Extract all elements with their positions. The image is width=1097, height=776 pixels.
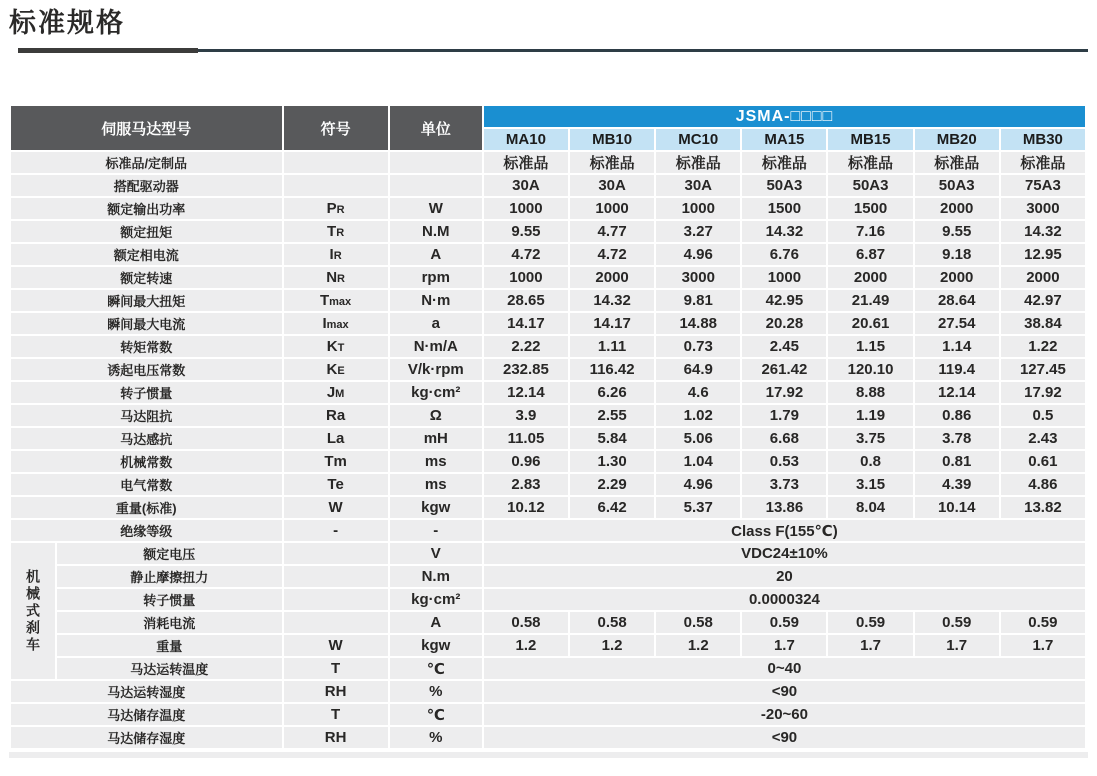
row-label: 静止摩擦扭力 bbox=[57, 566, 281, 587]
value-cell: 13.86 bbox=[742, 497, 826, 518]
value-cell: 4.96 bbox=[656, 474, 740, 495]
value-cell-span: 20 bbox=[484, 566, 1085, 587]
row-label: 额定相电流 bbox=[11, 244, 282, 265]
row-label: 绝缘等级 bbox=[11, 520, 282, 541]
value-cell: 2000 bbox=[570, 267, 654, 288]
value-cell: 4.6 bbox=[656, 382, 740, 403]
symbol-main: K bbox=[326, 361, 338, 379]
value-cell: 5.06 bbox=[656, 428, 740, 449]
unit-cell: ms bbox=[390, 451, 482, 472]
value-cell: 0.86 bbox=[915, 405, 999, 426]
symbol-subscript: E bbox=[337, 365, 345, 378]
symbol-cell bbox=[284, 727, 388, 748]
symbol-cell bbox=[284, 152, 388, 173]
value-cell: 119.4 bbox=[915, 359, 999, 380]
symbol-subscript: R bbox=[333, 250, 342, 263]
value-cell: 0.61 bbox=[1001, 451, 1085, 472]
symbol-subscript: max bbox=[329, 296, 352, 309]
row-label: 转矩常数 bbox=[11, 336, 282, 357]
value-cell: 1000 bbox=[570, 198, 654, 219]
value-cell: 标准品 bbox=[656, 152, 740, 173]
row-label: 转子惯量 bbox=[11, 382, 282, 403]
value-cell: 14.32 bbox=[1001, 221, 1085, 242]
unit-cell: kgw bbox=[390, 635, 482, 656]
value-cell: 1.19 bbox=[828, 405, 912, 426]
value-cell: 3.27 bbox=[656, 221, 740, 242]
table-row bbox=[11, 267, 1085, 288]
symbol-cell bbox=[284, 221, 388, 242]
value-cell: 5.37 bbox=[656, 497, 740, 518]
row-label: 标准品/定制品 bbox=[11, 152, 282, 173]
value-cell: 2000 bbox=[828, 267, 912, 288]
value-cell: 38.84 bbox=[1001, 313, 1085, 334]
value-cell: 116.42 bbox=[570, 359, 654, 380]
table-row bbox=[11, 313, 1085, 334]
unit-cell bbox=[390, 152, 482, 173]
symbol-main: W bbox=[328, 499, 343, 517]
title-underline-thin bbox=[198, 49, 1088, 52]
symbol-subscript: R bbox=[336, 227, 345, 240]
table-row bbox=[11, 175, 1085, 196]
value-cell: 6.68 bbox=[742, 428, 826, 449]
header-unit-col: 单位 bbox=[390, 106, 482, 150]
table-row bbox=[11, 428, 1085, 449]
value-cell: 标准品 bbox=[915, 152, 999, 173]
value-cell-span: <90 bbox=[484, 681, 1085, 702]
unit-cell: mH bbox=[390, 428, 482, 449]
value-cell: 1.7 bbox=[742, 635, 826, 656]
table-row bbox=[11, 658, 1085, 679]
row-label: 诱起电压常数 bbox=[11, 359, 282, 380]
value-cell: 1000 bbox=[484, 267, 568, 288]
value-cell: 2000 bbox=[1001, 267, 1085, 288]
symbol-cell bbox=[284, 359, 388, 380]
row-label: 重量 bbox=[57, 635, 281, 656]
value-cell: 0.73 bbox=[656, 336, 740, 357]
title-block bbox=[0, 0, 1097, 54]
value-cell: 9.81 bbox=[656, 290, 740, 311]
symbol-cell bbox=[284, 589, 388, 610]
value-cell: 30A bbox=[570, 175, 654, 196]
value-cell: 14.17 bbox=[570, 313, 654, 334]
symbol-main: T bbox=[331, 706, 341, 724]
symbol-cell bbox=[284, 635, 388, 656]
value-cell: 2.43 bbox=[1001, 428, 1085, 449]
value-cell: 42.95 bbox=[742, 290, 826, 311]
row-label: 马达运转温度 bbox=[57, 658, 281, 679]
value-cell: 42.97 bbox=[1001, 290, 1085, 311]
value-cell-span: <90 bbox=[484, 727, 1085, 748]
value-cell: 1.22 bbox=[1001, 336, 1085, 357]
value-cell: 1.15 bbox=[828, 336, 912, 357]
value-cell: 2.55 bbox=[570, 405, 654, 426]
value-cell: 9.55 bbox=[915, 221, 999, 242]
value-cell: 127.45 bbox=[1001, 359, 1085, 380]
table-row bbox=[11, 635, 1085, 656]
symbol-cell bbox=[284, 313, 388, 334]
value-cell: 0.58 bbox=[656, 612, 740, 633]
unit-cell: a bbox=[390, 313, 482, 334]
value-cell-span: -20~60 bbox=[484, 704, 1085, 725]
symbol-main: T bbox=[319, 292, 330, 310]
symbol-main: N bbox=[326, 269, 338, 287]
symbol-cell bbox=[284, 290, 388, 311]
unit-cell: A bbox=[390, 244, 482, 265]
unit-cell: N.M bbox=[390, 221, 482, 242]
symbol-subscript: M bbox=[335, 388, 345, 401]
value-cell: 0.96 bbox=[484, 451, 568, 472]
table-row bbox=[11, 221, 1085, 242]
value-cell: 28.65 bbox=[484, 290, 568, 311]
symbol-main: - bbox=[333, 522, 339, 540]
value-cell: 1.02 bbox=[656, 405, 740, 426]
value-cell: 1.14 bbox=[915, 336, 999, 357]
value-cell: 12.14 bbox=[484, 382, 568, 403]
row-label: 马达运转湿度 bbox=[11, 681, 282, 702]
value-cell: 0.59 bbox=[1001, 612, 1085, 633]
value-cell: 1.2 bbox=[656, 635, 740, 656]
value-cell: 232.85 bbox=[484, 359, 568, 380]
value-cell-span: VDC24±10% bbox=[484, 543, 1085, 564]
symbol-main: I bbox=[329, 246, 334, 264]
symbol-cell bbox=[284, 244, 388, 265]
row-label: 瞬间最大电流 bbox=[11, 313, 282, 334]
value-cell: 261.42 bbox=[742, 359, 826, 380]
table-row bbox=[11, 589, 1085, 610]
value-cell: 17.92 bbox=[1001, 382, 1085, 403]
symbol-cell bbox=[284, 336, 388, 357]
unit-cell bbox=[390, 175, 482, 196]
symbol-cell bbox=[284, 704, 388, 725]
value-cell: 3.9 bbox=[484, 405, 568, 426]
table-row bbox=[11, 451, 1085, 472]
symbol-cell bbox=[284, 543, 388, 564]
model-col-ma10: MA10 bbox=[484, 129, 568, 150]
value-cell: 28.64 bbox=[915, 290, 999, 311]
table-row bbox=[11, 520, 1085, 541]
row-label: 机械常数 bbox=[11, 451, 282, 472]
symbol-cell bbox=[284, 451, 388, 472]
symbol-cell bbox=[284, 612, 388, 633]
value-cell: 0.8 bbox=[828, 451, 912, 472]
value-cell: 17.92 bbox=[742, 382, 826, 403]
value-cell: 标准品 bbox=[742, 152, 826, 173]
value-cell: 50A3 bbox=[828, 175, 912, 196]
symbol-main: I bbox=[322, 315, 327, 333]
value-cell: 1.7 bbox=[828, 635, 912, 656]
value-cell: 4.72 bbox=[484, 244, 568, 265]
table-row bbox=[11, 382, 1085, 403]
value-cell: 14.17 bbox=[484, 313, 568, 334]
symbol-main: La bbox=[326, 430, 345, 448]
header-series: JSMA-□□□□ bbox=[484, 106, 1085, 127]
value-cell: 3.78 bbox=[915, 428, 999, 449]
symbol-main: Te bbox=[327, 476, 344, 494]
row-label: 额定电压 bbox=[57, 543, 281, 564]
unit-cell: N·m bbox=[390, 290, 482, 311]
symbol-cell bbox=[284, 267, 388, 288]
symbol-cell bbox=[284, 198, 388, 219]
table-row bbox=[11, 198, 1085, 219]
title-underline-thick bbox=[18, 48, 198, 53]
value-cell: 0.58 bbox=[484, 612, 568, 633]
unit-cell: kg·cm² bbox=[390, 382, 482, 403]
brake-group-label: 机械式刹车 bbox=[11, 543, 55, 679]
model-col-mb20: MB20 bbox=[915, 129, 999, 150]
unit-cell: W bbox=[390, 198, 482, 219]
value-cell: 30A bbox=[656, 175, 740, 196]
row-label: 转子惯量 bbox=[57, 589, 281, 610]
value-cell: 10.14 bbox=[915, 497, 999, 518]
unit-cell: N.m bbox=[390, 566, 482, 587]
value-cell: 3000 bbox=[1001, 198, 1085, 219]
value-cell: 1000 bbox=[742, 267, 826, 288]
value-cell: 2.29 bbox=[570, 474, 654, 495]
value-cell: 1.7 bbox=[915, 635, 999, 656]
value-cell: 4.72 bbox=[570, 244, 654, 265]
unit-cell: % bbox=[390, 727, 482, 748]
row-label: 消耗电流 bbox=[57, 612, 281, 633]
symbol-subscript: max bbox=[326, 319, 349, 332]
unit-cell: kg·cm² bbox=[390, 589, 482, 610]
symbol-cell bbox=[284, 658, 388, 679]
table-row bbox=[11, 566, 1085, 587]
value-cell: 2.83 bbox=[484, 474, 568, 495]
header-model-col: 伺服马达型号 bbox=[11, 106, 282, 150]
value-cell: 30A bbox=[484, 175, 568, 196]
unit-cell: Ω bbox=[390, 405, 482, 426]
value-cell: 1.11 bbox=[570, 336, 654, 357]
value-cell: 75A3 bbox=[1001, 175, 1085, 196]
value-cell: 1.2 bbox=[570, 635, 654, 656]
model-col-mb15: MB15 bbox=[828, 129, 912, 150]
value-cell: 3000 bbox=[656, 267, 740, 288]
row-label: 电气常数 bbox=[11, 474, 282, 495]
row-label: 额定输出功率 bbox=[11, 198, 282, 219]
symbol-main: RH bbox=[324, 729, 347, 747]
value-cell: 14.32 bbox=[742, 221, 826, 242]
symbol-cell bbox=[284, 566, 388, 587]
table-row bbox=[11, 727, 1085, 748]
value-cell: 4.96 bbox=[656, 244, 740, 265]
row-label: 额定转速 bbox=[11, 267, 282, 288]
unit-cell: A bbox=[390, 612, 482, 633]
value-cell: 3.73 bbox=[742, 474, 826, 495]
symbol-cell bbox=[284, 497, 388, 518]
row-label: 马达储存温度 bbox=[11, 704, 282, 725]
model-col-mb10: MB10 bbox=[570, 129, 654, 150]
row-label: 马达储存湿度 bbox=[11, 727, 282, 748]
value-cell: 0.58 bbox=[570, 612, 654, 633]
model-col-mc10: MC10 bbox=[656, 129, 740, 150]
unit-cell: kgw bbox=[390, 497, 482, 518]
table-row bbox=[11, 543, 1085, 564]
value-cell: 8.04 bbox=[828, 497, 912, 518]
table-row bbox=[11, 290, 1085, 311]
symbol-cell bbox=[284, 428, 388, 449]
symbol-main: Ra bbox=[326, 407, 346, 425]
symbol-cell bbox=[284, 175, 388, 196]
value-cell: 2000 bbox=[915, 267, 999, 288]
row-label: 马达感抗 bbox=[11, 428, 282, 449]
value-cell: 12.14 bbox=[915, 382, 999, 403]
value-cell: 13.82 bbox=[1001, 497, 1085, 518]
value-cell: 6.76 bbox=[742, 244, 826, 265]
symbol-main: K bbox=[326, 338, 338, 356]
table-row bbox=[11, 152, 1085, 173]
symbol-subscript: R bbox=[336, 204, 345, 217]
unit-cell: ℃ bbox=[390, 704, 482, 725]
value-cell: 27.54 bbox=[915, 313, 999, 334]
symbol-cell bbox=[284, 382, 388, 403]
value-cell: 6.87 bbox=[828, 244, 912, 265]
value-cell: 11.05 bbox=[484, 428, 568, 449]
value-cell: 4.86 bbox=[1001, 474, 1085, 495]
value-cell: 标准品 bbox=[828, 152, 912, 173]
value-cell: 21.49 bbox=[828, 290, 912, 311]
value-cell: 9.55 bbox=[484, 221, 568, 242]
table-row bbox=[11, 612, 1085, 633]
value-cell: 5.84 bbox=[570, 428, 654, 449]
value-cell: 10.12 bbox=[484, 497, 568, 518]
value-cell: 1.04 bbox=[656, 451, 740, 472]
value-cell: 14.32 bbox=[570, 290, 654, 311]
row-label: 额定扭矩 bbox=[11, 221, 282, 242]
row-label: 搭配驱动器 bbox=[11, 175, 282, 196]
value-cell: 1000 bbox=[484, 198, 568, 219]
value-cell: 1.7 bbox=[1001, 635, 1085, 656]
value-cell: 标准品 bbox=[1001, 152, 1085, 173]
unit-cell: % bbox=[390, 681, 482, 702]
row-label: 重量(标准) bbox=[11, 497, 282, 518]
next-row-partial bbox=[9, 752, 1088, 758]
symbol-main: P bbox=[326, 200, 337, 218]
value-cell: 4.39 bbox=[915, 474, 999, 495]
value-cell: 50A3 bbox=[915, 175, 999, 196]
unit-cell: - bbox=[390, 520, 482, 541]
header-symbol-col: 符号 bbox=[284, 106, 388, 150]
value-cell: 50A3 bbox=[742, 175, 826, 196]
value-cell-span: 0.0000324 bbox=[484, 589, 1085, 610]
symbol-main: T bbox=[331, 660, 341, 678]
value-cell: 64.9 bbox=[656, 359, 740, 380]
value-cell: 0.81 bbox=[915, 451, 999, 472]
value-cell: 0.59 bbox=[742, 612, 826, 633]
table-row bbox=[11, 497, 1085, 518]
row-label: 马达阻抗 bbox=[11, 405, 282, 426]
value-cell: 9.18 bbox=[915, 244, 999, 265]
unit-cell: N·m/A bbox=[390, 336, 482, 357]
model-col-ma15: MA15 bbox=[742, 129, 826, 150]
table-row bbox=[11, 704, 1085, 725]
unit-cell: ℃ bbox=[390, 658, 482, 679]
value-cell: 0.59 bbox=[915, 612, 999, 633]
symbol-subscript: R bbox=[337, 273, 345, 286]
symbol-main: J bbox=[326, 384, 336, 402]
header-row-1 bbox=[11, 106, 1085, 127]
value-cell: 1000 bbox=[656, 198, 740, 219]
row-label: 瞬间最大扭矩 bbox=[11, 290, 282, 311]
symbol-main: RH bbox=[324, 683, 347, 701]
unit-cell: ms bbox=[390, 474, 482, 495]
symbol-cell bbox=[284, 520, 388, 541]
value-cell: 20.28 bbox=[742, 313, 826, 334]
symbol-subscript: T bbox=[337, 342, 345, 355]
value-cell: 14.88 bbox=[656, 313, 740, 334]
value-cell: 7.16 bbox=[828, 221, 912, 242]
value-cell: 3.75 bbox=[828, 428, 912, 449]
symbol-cell bbox=[284, 681, 388, 702]
value-cell: 1500 bbox=[742, 198, 826, 219]
table-row bbox=[11, 405, 1085, 426]
value-cell: 3.15 bbox=[828, 474, 912, 495]
value-cell: 0.59 bbox=[828, 612, 912, 633]
table-row bbox=[11, 474, 1085, 495]
value-cell: 2.45 bbox=[742, 336, 826, 357]
value-cell: 120.10 bbox=[828, 359, 912, 380]
value-cell: 8.88 bbox=[828, 382, 912, 403]
value-cell: 1500 bbox=[828, 198, 912, 219]
symbol-main: W bbox=[328, 637, 343, 655]
model-col-mb30: MB30 bbox=[1001, 129, 1085, 150]
spec-table bbox=[9, 104, 1087, 750]
symbol-main: Tm bbox=[324, 453, 347, 471]
table-row bbox=[11, 681, 1085, 702]
value-cell-span: 0~40 bbox=[484, 658, 1085, 679]
value-cell: 2.22 bbox=[484, 336, 568, 357]
table-row bbox=[11, 336, 1085, 357]
value-cell: 12.95 bbox=[1001, 244, 1085, 265]
symbol-cell bbox=[284, 474, 388, 495]
table-row bbox=[11, 244, 1085, 265]
value-cell: 0.53 bbox=[742, 451, 826, 472]
value-cell: 1.2 bbox=[484, 635, 568, 656]
unit-cell: V/k·rpm bbox=[390, 359, 482, 380]
value-cell: 标准品 bbox=[570, 152, 654, 173]
value-cell: 1.79 bbox=[742, 405, 826, 426]
value-cell: 4.77 bbox=[570, 221, 654, 242]
value-cell: 6.42 bbox=[570, 497, 654, 518]
symbol-main: T bbox=[327, 223, 337, 241]
value-cell: 0.5 bbox=[1001, 405, 1085, 426]
value-cell: 标准品 bbox=[484, 152, 568, 173]
symbol-cell bbox=[284, 405, 388, 426]
table-row bbox=[11, 359, 1085, 380]
unit-cell: rpm bbox=[390, 267, 482, 288]
value-cell: 20.61 bbox=[828, 313, 912, 334]
page-title: 标准规格 bbox=[9, 8, 125, 38]
value-cell-span: Class F(155℃) bbox=[484, 520, 1085, 541]
title-underline bbox=[18, 48, 1088, 54]
value-cell: 6.26 bbox=[570, 382, 654, 403]
value-cell: 2000 bbox=[915, 198, 999, 219]
value-cell: 1.30 bbox=[570, 451, 654, 472]
unit-cell: V bbox=[390, 543, 482, 564]
